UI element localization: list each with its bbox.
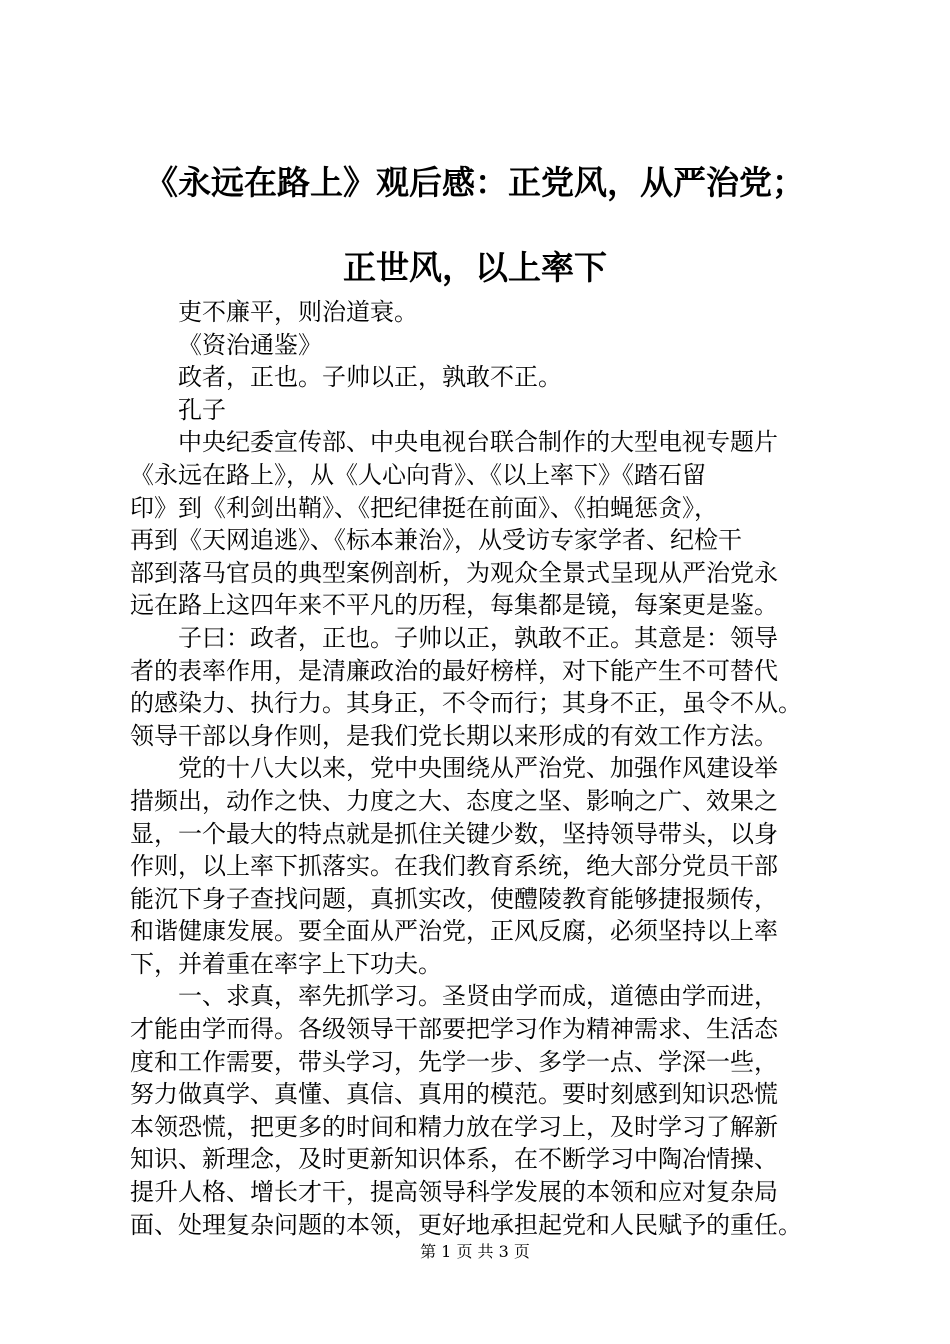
body-text-line: 努力做真学、真懂、真信、真用的模范。要时刻感到知识恐慌 (130, 1080, 778, 1109)
document-body (130, 296, 850, 1241)
body-text-line: 中央纪委宣传部、中央电视台联合制作的大型电视专题片 (178, 428, 778, 457)
body-text-line: 的感染力、执行力。其身正，不令而行；其身不正，虽令不从。 (130, 689, 802, 718)
body-text-line: 能沉下身子查找问题，真抓实改，使醴陵教育能够捷报频传， (130, 884, 778, 913)
body-text-line: 作则，以上率下抓落实。在我们教育系统，绝大部分党员干部 (130, 852, 778, 881)
body-text-line: 党的十八大以来，党中央围绕从严治党、加强作风建设举 (178, 754, 778, 783)
body-text-line: 下，并着重在率字上下功夫。 (130, 949, 442, 978)
document-title-line-2: 正世风，以上率下 (343, 248, 607, 287)
body-text-line: 领导干部以身作则，是我们党长期以来形成的有效工作方法。 (130, 721, 778, 750)
body-text-line: 子曰：政者，正也。子帅以正，孰敢不正。其意是：领导 (178, 623, 778, 652)
body-text-line: 一、求真，率先抓学习。圣贤由学而成，道德由学而进， (178, 982, 778, 1011)
body-text-line: 和谐健康发展。要全面从严治党，正风反腐，必须坚持以上率 (130, 917, 778, 946)
body-text-line: 措频出，动作之快、力度之大、态度之坚、影响之广、效果之 (130, 786, 778, 815)
body-text-line: 者的表率作用，是清廉政治的最好榜样，对下能产生不可替代 (130, 656, 778, 685)
body-text-line: 《资治通鉴》 (178, 330, 322, 359)
page-footer: 第 1 页 共 3 页 (420, 1242, 530, 1261)
body-text-line: 面、处理复杂问题的本领，更好地承担起党和人民赋予的重任。 (130, 1210, 802, 1239)
body-text-line: 印》到《利剑出鞘》、《把纪律挺在前面》、《拍蝇惩贪》， (130, 493, 718, 522)
body-text-line: 政者，正也。子帅以正，孰敢不正。 (178, 363, 562, 392)
body-text-line: 部到落马官员的典型案例剖析，为观众全景式呈现从严治党永 (130, 558, 778, 587)
body-text-line: 本领恐慌，把更多的时间和精力放在学习上，及时学习了解新 (130, 1112, 778, 1141)
body-text-line: 才能由学而得。各级领导干部要把学习作为精神需求、生活态 (130, 1015, 778, 1044)
body-text-line: 远在路上这四年来不平凡的历程，每集都是镜，每案更是鉴。 (130, 591, 778, 620)
body-text-line: 《永远在路上》，从《人心向背》、《以上率下》《踏石留 (130, 460, 706, 489)
document-title-line-1: 《永远在路上》观后感：正党风，从严治党； (145, 163, 805, 202)
body-text-line: 度和工作需要，带头学习，先学一步、多学一点、学深一些， (130, 1047, 778, 1076)
body-text-line: 孔子 (178, 395, 226, 424)
body-text-line: 提升人格、增长才干，提高领导科学发展的本领和应对复杂局 (130, 1178, 778, 1207)
body-text-line: 知识、新理念，及时更新知识体系，在不断学习中陶冶情操、 (130, 1145, 778, 1174)
body-text-line: 吏不廉平，则治道衰。 (178, 298, 418, 326)
body-text-line: 显，一个最大的特点就是抓住关键少数，坚持领导带头，以身 (130, 819, 778, 848)
body-text-line: 再到《天网追逃》、《标本兼治》，从受访专家学者、纪检干 (130, 526, 742, 555)
